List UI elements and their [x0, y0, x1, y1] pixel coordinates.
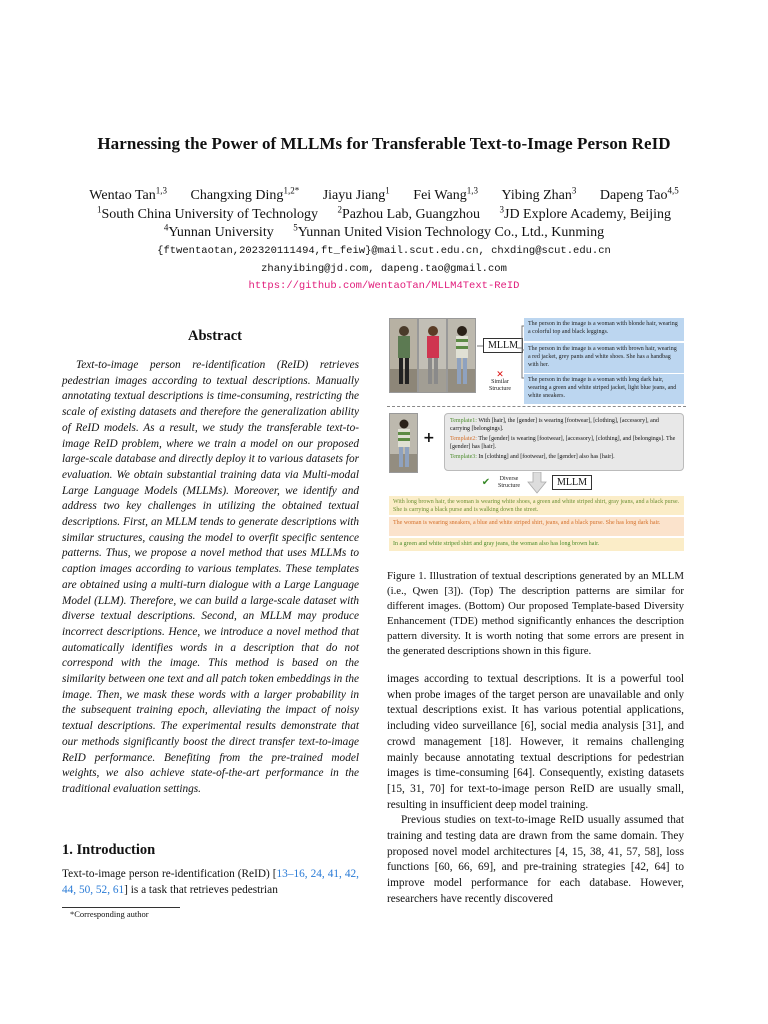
cross-icon: ✕	[496, 369, 504, 379]
paragraph: Previous studies on text-to-image ReID usually assumed that training and testing data are drawn from the same domain. They proposed novel model architectures [4, 15, 38, 41, 57, 58], loss functions [60, 66, 69], and pre-training strategies [42, 64] to improve model performance for each database. However, researchers have recently discovered	[387, 814, 684, 905]
affiliations-line-2	[0, 222, 768, 241]
mllm-label: MLLM	[552, 475, 592, 490]
affiliation: $^2$Pazhou Lab, Guangzhou	[337, 204, 480, 222]
description-box: In a green and white striped shirt and gray jeans, the woman also has long brown hair.	[389, 538, 684, 551]
author: Fei Wang$^{1,3}$	[413, 185, 478, 203]
template-box: Template1: With [hair], the [gender] is wearing [footwear], [clothing], [accessory], and carrying [belongings]. Template2: The [gender] is wearing [footwear], [accessory], [clothing], and [belongings]. The [gender] has [hair]. Template3: In [clothing] and [footwear], the [gender] also has [hair].	[444, 413, 684, 471]
right-column-text	[387, 672, 684, 908]
citation-link[interactable]: 13–16, 24, 41, 42, 44, 50, 52, 61	[62, 868, 360, 896]
description-box: The person in the image is a woman with brown hair, wearing a red jacket, grey pants and white shoes. She has a handbag with her.	[524, 343, 684, 373]
description-box: With long brown hair, the woman is wearing white shoes, a green and white striped shirt, gray jeans, and a black purse. She is carrying a black purse and is walking down the street.	[389, 496, 684, 515]
description-box: The woman is wearing sneakers, a blue and white striped shirt, jeans, and a black purse. She has long dark hair.	[389, 517, 684, 536]
author: Jiayu Jiang$^1$	[322, 185, 390, 203]
figure-caption: Figure 1. Illustration of textual descriptions generated by an MLLM (i.e., Qwen [3]). (Top) The description patterns are similar for different images. (Bottom) Our proposed Template-based Diversity Enhancement (TDE) method significantly enhances the description pattern diversity. It is worth noting that some errors are present in the generated descriptions shown in this figure.	[387, 570, 684, 657]
affiliations-line-1	[0, 204, 768, 223]
description-box: The person in the image is a woman with long dark hair, wearing a green and white striped jacket, light blue jeans, and white sneakers.	[524, 374, 684, 404]
affiliation: $^4$Yunnan University	[163, 222, 274, 240]
affiliation: $^1$South China University of Technology	[96, 204, 318, 222]
mllm-label: MLLM	[483, 338, 523, 353]
plus-icon: +	[423, 430, 435, 446]
down-arrow-icon	[527, 472, 547, 494]
affiliation: $^3$JD Explore Academy, Beijing	[499, 204, 672, 222]
author: Changxing Ding$^{1,2*}$	[190, 185, 300, 203]
description-box: The person in the image is a woman with blonde hair, wearing a colorful top and black leggings.	[524, 318, 684, 341]
figure-1	[387, 316, 686, 556]
pedestrian-photo	[447, 318, 476, 393]
emails-line-2: zhanyibing@jd.com, dapeng.tao@gmail.com	[261, 263, 507, 275]
divider	[387, 406, 686, 407]
author: Yibing Zhan$^3$	[501, 185, 577, 203]
abstract-body: Text-to-image person re-identification (ReID) retrieves pedestrian images according to textual descriptions. Manually annotating textual descriptions is time-consuming, restricting the scale of existing datasets and therefore the generalization ability of ReID models. As a result, we study the transferable text-to-image ReID problem, where we train a model on our proposed large-scale database and directly deploy it to various datasets for evaluation. We obtain substantial training data via Multi-modal Large Language Models (MLLMs). Moreover, we identify and address two key challenges in utilizing the obtained textual descriptions. First, an MLLM tends to generate descriptions with similar structures, causing the model to overfit specific sentence patterns. Thus, we propose a novel method that uses MLLMs to caption images according to various templates. These templates are obtained using a multi-turn dialogue with a Large Language Model (LLM). Therefore, we can build a large-scale dataset with diverse textual descriptions. Second, an MLLM may produce incorrect descriptions. Hence, we introduce a novel method that automatically identifies words in a description that do not correspond with the image. This method is based on the similarity between one text and all patch token embeddings in the image. Then, we mask these words with a larger probability in the subsequent training epoch, alleviating the impact of noisy textual descriptions. The experimental results demonstrate that our methods significantly boost the direct transfer text-to-image ReID performance. Benefiting from the pre-trained model weights, we also achieve state-of-the-art performance in the traditional evaluation settings.	[62, 359, 359, 795]
emails-line-1: {ftwentaotan,202320111494,ft_feiw}@mail.scut.edu.cn, chxding@scut.edu.cn	[157, 245, 611, 257]
intro-paragraph: Text-to-image person re-identification (ReID) [13–16, 24, 41, 42, 44, 50, 52, 61] is a task that retrieves pedestrian	[62, 868, 360, 896]
check-icon: ✔	[481, 477, 491, 488]
affiliation: $^5$Yunnan United Vision Technology Co., Ltd., Kunming	[293, 222, 605, 240]
paper-title: Harnessing the Power of MLLMs for Transferable Text-to-Image Person ReID	[97, 134, 671, 153]
pedestrian-photo	[418, 318, 447, 393]
author: Dapeng Tao$^{4,5}$	[599, 185, 679, 203]
section-heading: 1. Introduction	[62, 842, 156, 858]
repo-link[interactable]: https://github.com/WentaoTan/MLLM4Text-ReID	[248, 280, 520, 292]
footnote: *Corresponding author	[70, 909, 149, 919]
diverse-structure-label: Diverse Structure	[498, 476, 520, 489]
author: Wentao Tan$^{1,3}$	[89, 185, 167, 203]
paragraph: images according to textual descriptions. It is a powerful tool when probe images of the target person are unavailable and only textual descriptions exist. It has various potential applications, including video surveillance [6], social media analysis [31], and crowd management [18]. However, it remains challenging mainly because annotating textual descriptions for pedestrian images is time-consuming [64]. Consequently, existing datasets [15, 31, 70] for text-to-image person ReID are usually small, resulting in insufficient deep model training.	[387, 673, 684, 811]
pedestrian-photo	[389, 318, 418, 393]
abstract-heading: Abstract	[188, 328, 242, 344]
footnote-rule	[62, 907, 180, 908]
pedestrian-photo	[389, 413, 418, 473]
author-list	[0, 185, 768, 204]
similar-structure-label: ✕ Similar Structure	[485, 370, 515, 393]
